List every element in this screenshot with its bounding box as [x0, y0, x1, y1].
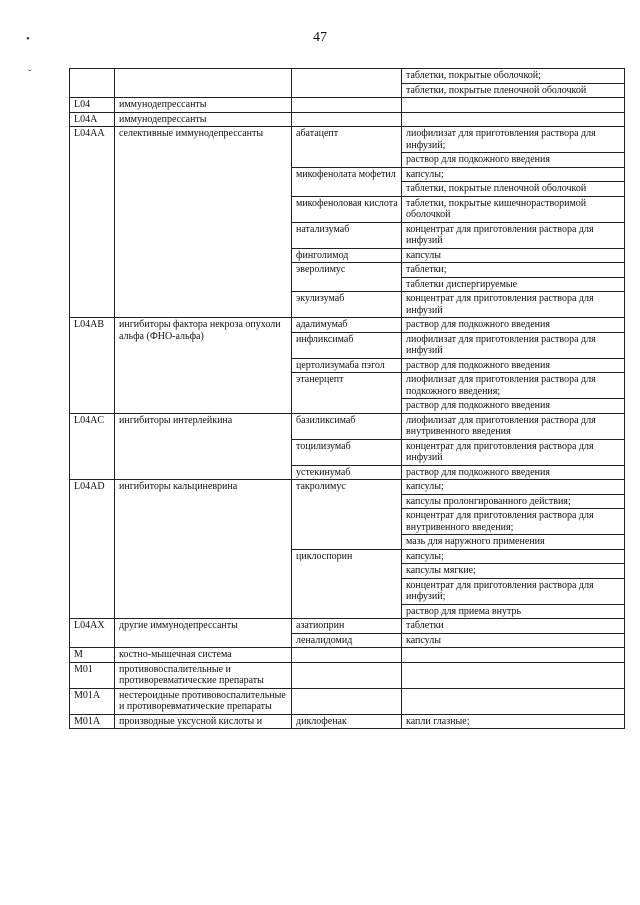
dosage-form-cell: [402, 98, 625, 113]
dosage-form-cell: [402, 648, 625, 663]
group-name-cell: ингибиторы фактора некроза опухоли альфа (ФНО-альфа): [115, 318, 292, 414]
dosage-form-cell: лиофилизат для приготовления раствора для инфузий;: [402, 127, 625, 153]
dosage-form-cell: капсулы;: [402, 167, 625, 182]
group-name-cell: нестероидные противовоспалительные и противоревматические препараты: [115, 688, 292, 714]
substance-cell: микофеноловая кислота: [292, 196, 402, 222]
substance-cell: азатиоприн: [292, 619, 402, 634]
substance-cell: диклофенак: [292, 714, 402, 729]
dosage-form-cell: раствор для приема внутрь: [402, 604, 625, 619]
group-name-cell: другие иммунодепрессанты: [115, 619, 292, 648]
dosage-form-cell: капли глазные;: [402, 714, 625, 729]
group-name-cell: противовоспалительные и противоревматические препараты: [115, 662, 292, 688]
substance-cell: микофенолата мофетил: [292, 167, 402, 196]
group-name-cell: костно-мышечная система: [115, 648, 292, 663]
atc-code-cell: M01A: [70, 688, 115, 714]
substance-cell: натализумаб: [292, 222, 402, 248]
table-row: [70, 619, 625, 634]
dosage-form-cell: раствор для подкожного введения: [402, 465, 625, 480]
table-row: [70, 480, 625, 495]
atc-code-cell: L04A: [70, 112, 115, 127]
dosage-form-cell: таблетки, покрытые оболочкой;: [402, 69, 625, 84]
dosage-form-cell: раствор для подкожного введения: [402, 318, 625, 333]
group-name-cell: [115, 69, 292, 98]
table-row: [70, 714, 625, 729]
group-name-cell: иммунодепрессанты: [115, 98, 292, 113]
dosage-form-cell: концентрат для приготовления раствора для инфузий: [402, 439, 625, 465]
dosage-form-cell: таблетки диспергируемые: [402, 277, 625, 292]
substance-cell: финголимод: [292, 248, 402, 263]
dosage-form-cell: таблетки;: [402, 263, 625, 278]
dosage-form-cell: [402, 688, 625, 714]
dosage-form-cell: капсулы;: [402, 549, 625, 564]
group-name-cell: ингибиторы кальциневрина: [115, 480, 292, 619]
table-row: [70, 318, 625, 333]
dosage-form-cell: [402, 112, 625, 127]
substance-cell: леналидомид: [292, 633, 402, 648]
dosage-form-cell: раствор для подкожного введения: [402, 399, 625, 414]
dosage-form-cell: капсулы пролонгированного действия;: [402, 494, 625, 509]
group-name-cell: производные уксусной кислоты и: [115, 714, 292, 729]
atc-code-cell: L04AX: [70, 619, 115, 648]
dosage-form-cell: концентрат для приготовления раствора для инфузий: [402, 222, 625, 248]
dosage-form-cell: концентрат для приготовления раствора для инфузий: [402, 292, 625, 318]
margin-mark: •: [26, 33, 30, 45]
atc-code-cell: L04AA: [70, 127, 115, 318]
substance-cell: [292, 662, 402, 688]
table-row: [70, 413, 625, 439]
table-body: [70, 69, 625, 729]
group-name-cell: иммунодепрессанты: [115, 112, 292, 127]
atc-code-cell: L04AB: [70, 318, 115, 414]
substance-cell: инфликсимаб: [292, 332, 402, 358]
atc-code-cell: M: [70, 648, 115, 663]
dosage-form-cell: лиофилизат для приготовления раствора для подкожного введения;: [402, 373, 625, 399]
substance-cell: устекинумаб: [292, 465, 402, 480]
table-row: [70, 69, 625, 84]
dosage-form-cell: капсулы мягкие;: [402, 564, 625, 579]
dosage-form-cell: капсулы;: [402, 480, 625, 495]
substance-cell: [292, 648, 402, 663]
substance-cell: тоцилизумаб: [292, 439, 402, 465]
substance-cell: циклоспорин: [292, 549, 402, 619]
substance-cell: [292, 98, 402, 113]
table-row: [70, 98, 625, 113]
substance-cell: [292, 112, 402, 127]
margin-mark: ˇ: [28, 68, 32, 80]
atc-code-cell: L04: [70, 98, 115, 113]
group-name-cell: ингибиторы интерлейкина: [115, 413, 292, 480]
atc-code-cell: M01A: [70, 714, 115, 729]
dosage-form-cell: раствор для подкожного введения: [402, 153, 625, 168]
atc-code-cell: L04AC: [70, 413, 115, 480]
table-row: [70, 127, 625, 153]
table-row: [70, 648, 625, 663]
dosage-form-cell: концентрат для приготовления раствора для внутривенного введения;: [402, 509, 625, 535]
atc-code-cell: M01: [70, 662, 115, 688]
dosage-form-cell: концентрат для приготовления раствора для инфузий;: [402, 578, 625, 604]
dosage-form-cell: мазь для наружного применения: [402, 535, 625, 550]
dosage-form-cell: таблетки, покрытые пленочной оболочкой: [402, 182, 625, 197]
dosage-form-cell: лиофилизат для приготовления раствора для инфузий: [402, 332, 625, 358]
substance-cell: [292, 688, 402, 714]
dosage-form-cell: таблетки, покрытые кишечнорастворимой оболочкой: [402, 196, 625, 222]
table-row: [70, 112, 625, 127]
group-name-cell: селективные иммунодепрессанты: [115, 127, 292, 318]
dosage-form-cell: капсулы: [402, 633, 625, 648]
atc-code-cell: [70, 69, 115, 98]
page-number: 47: [313, 30, 327, 45]
atc-code-cell: L04AD: [70, 480, 115, 619]
table-row: [70, 662, 625, 688]
substance-cell: [292, 69, 402, 98]
substance-cell: такролимус: [292, 480, 402, 550]
drug-table: [69, 68, 625, 729]
dosage-form-cell: таблетки, покрытые пленочной оболочкой: [402, 83, 625, 98]
substance-cell: этанерцепт: [292, 373, 402, 414]
dosage-form-cell: капсулы: [402, 248, 625, 263]
substance-cell: экулизумаб: [292, 292, 402, 318]
substance-cell: базиликсимаб: [292, 413, 402, 439]
table-row: [70, 688, 625, 714]
dosage-form-cell: таблетки: [402, 619, 625, 634]
substance-cell: цертолизумаба пэгол: [292, 358, 402, 373]
substance-cell: эверолимус: [292, 263, 402, 292]
substance-cell: абатацепт: [292, 127, 402, 168]
dosage-form-cell: [402, 662, 625, 688]
dosage-form-cell: лиофилизат для приготовления раствора для внутривенного введения: [402, 413, 625, 439]
substance-cell: адалимумаб: [292, 318, 402, 333]
dosage-form-cell: раствор для подкожного введения: [402, 358, 625, 373]
